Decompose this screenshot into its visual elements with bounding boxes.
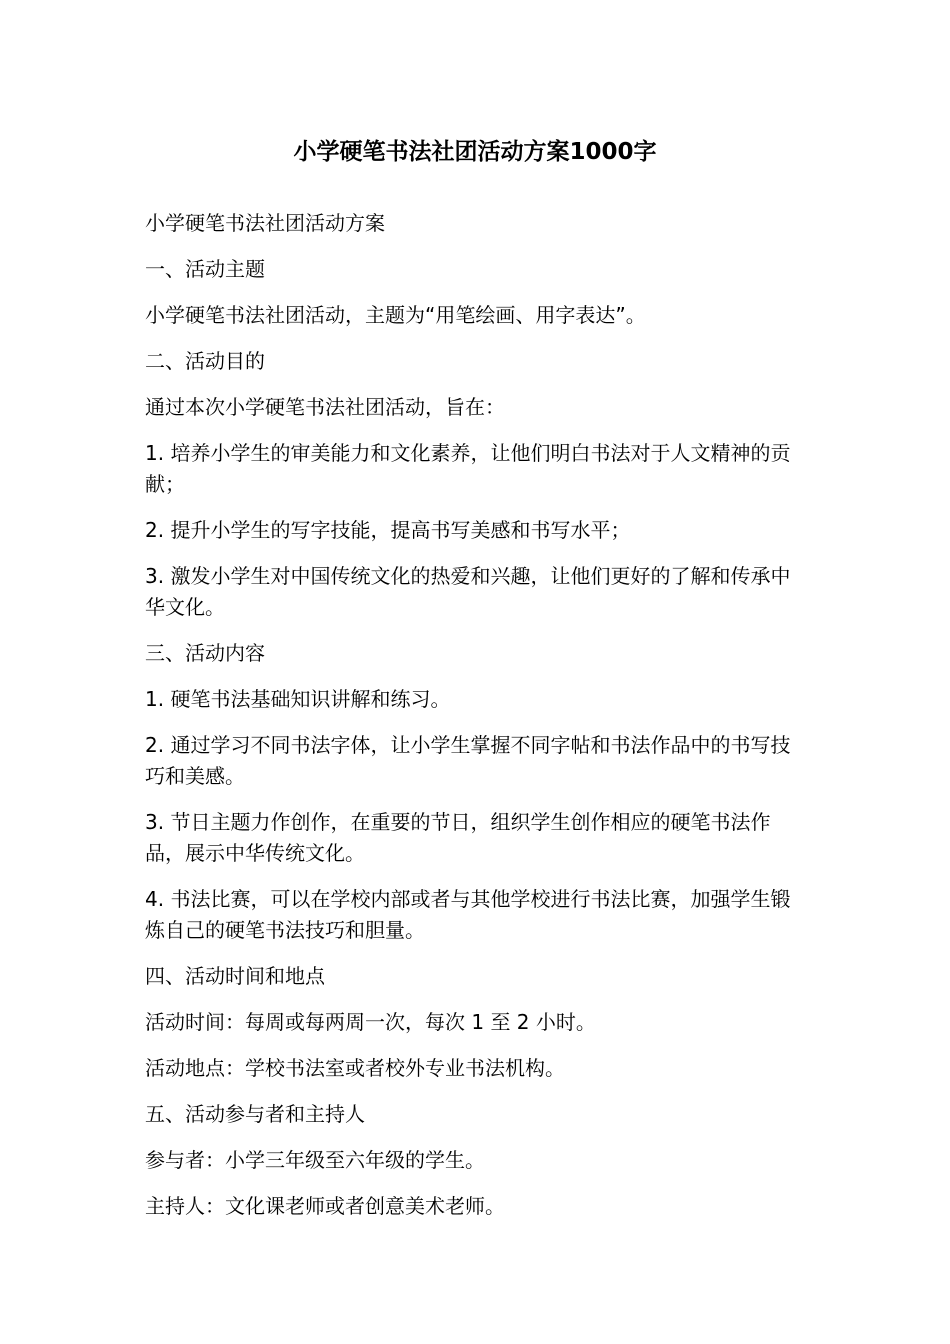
paragraph-activity-place: 活动地点：学校书法室或者校外专业书法机构。 <box>145 1056 565 1080</box>
paragraph-plan-heading: 小学硬笔书法社团活动方案 <box>145 211 385 235</box>
section-heading-content: 三、活动内容 <box>145 641 265 665</box>
section-heading-participants: 五、活动参与者和主持人 <box>145 1102 365 1126</box>
paragraph-participants: 参与者：小学三年级至六年级的学生。 <box>145 1148 485 1172</box>
paragraph-purpose-intro: 通过本次小学硬笔书法社团活动，旨在： <box>145 395 505 419</box>
paragraph-host: 主持人：文化课老师或者创意美术老师。 <box>145 1194 505 1218</box>
list-item-content-4: 4. 书法比赛，可以在学校内部或者与其他学校进行书法比赛，加强学生锻炼自己的硬笔书法技巧和胆量。 <box>145 887 791 942</box>
section-heading-time-place: 四、活动时间和地点 <box>145 964 325 988</box>
document-body <box>145 208 805 1237</box>
section-heading-purpose: 二、活动目的 <box>145 349 265 373</box>
document-title: 小学硬笔书法社团活动方案1000字 <box>293 139 657 165</box>
list-item-content-3: 3. 节日主题力作创作，在重要的节日，组织学生创作相应的硬笔书法作品，展示中华传统文化。 <box>145 810 771 865</box>
paragraph-activity-time: 活动时间：每周或每两周一次，每次 1 至 2 小时。 <box>145 1010 596 1034</box>
paragraph-theme: 小学硬笔书法社团活动，主题为“用笔绘画、用字表达”。 <box>145 303 646 327</box>
section-heading-theme: 一、活动主题 <box>145 257 265 281</box>
list-item-content-1: 1. 硬笔书法基础知识讲解和练习。 <box>145 687 451 711</box>
list-item-purpose-1: 1. 培养小学生的审美能力和文化素养，让他们明白书法对于人文精神的贡献； <box>145 441 791 496</box>
list-item-purpose-2: 2. 提升小学生的写字技能，提高书写美感和书写水平； <box>145 518 631 542</box>
list-item-purpose-3: 3. 激发小学生对中国传统文化的热爱和兴趣，让他们更好的了解和传承中华文化。 <box>145 564 791 619</box>
list-item-content-2: 2. 通过学习不同书法字体，让小学生掌握不同字帖和书法作品中的书写技巧和美感。 <box>145 733 791 788</box>
